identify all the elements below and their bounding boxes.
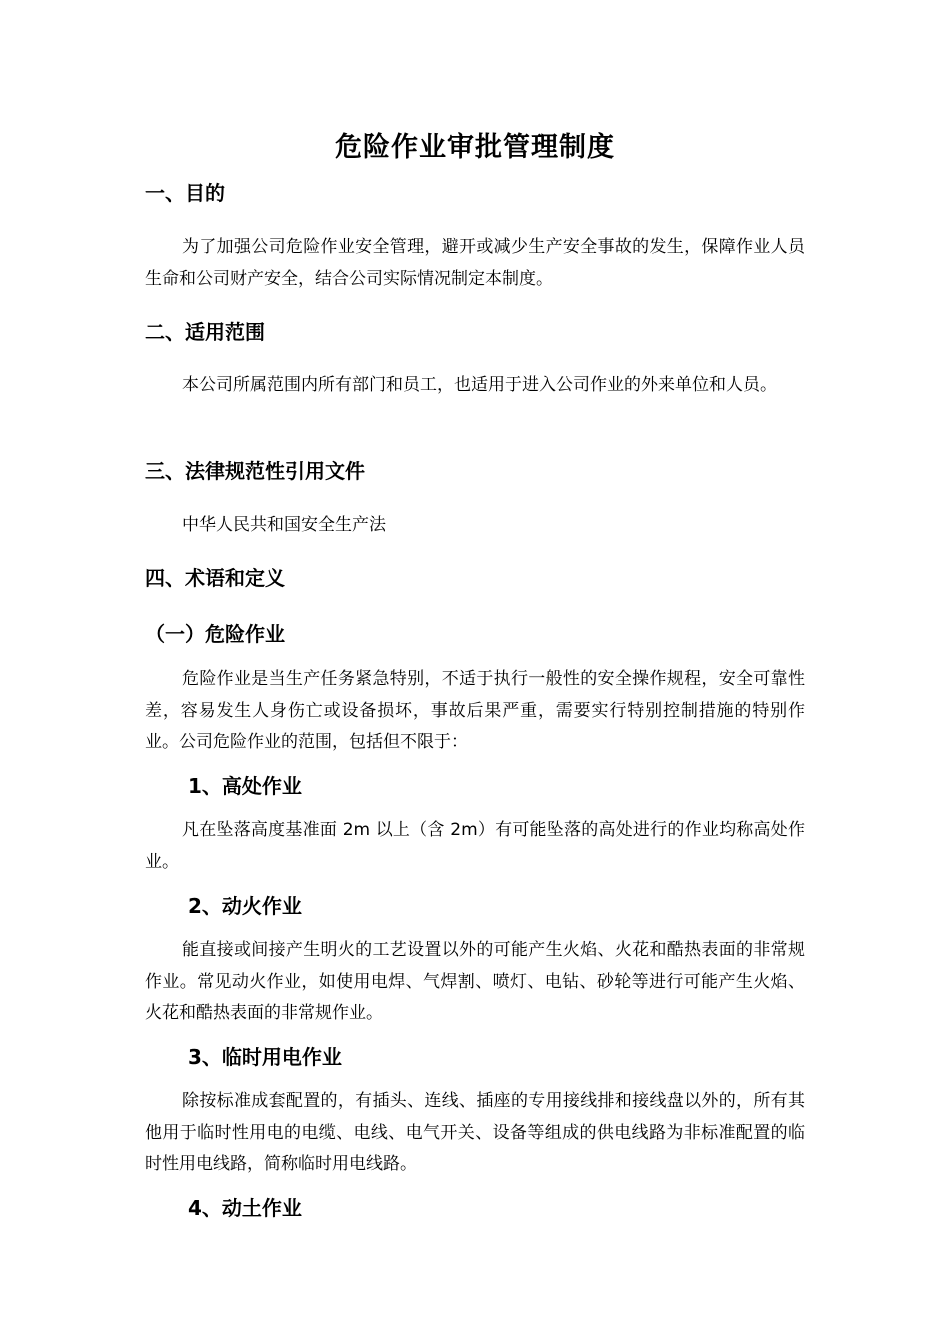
section-heading-references: 三、法律规范性引用文件 bbox=[145, 459, 365, 483]
item-heading-temporary-power: 3、临时用电作业 bbox=[188, 1045, 342, 1069]
section-body-purpose: 为了加强公司危险作业安全管理，避开或减少生产安全事故的发生，保障作业人员生命和公司财产安全，结合公司实际情况制定本制度。 bbox=[145, 237, 805, 289]
section-heading-purpose: 一、目的 bbox=[145, 181, 225, 205]
section-body-references: 中华人民共和国安全生产法 bbox=[182, 515, 386, 535]
section-heading-terms: 四、术语和定义 bbox=[145, 566, 285, 590]
item-heading-height-work: 1、高处作业 bbox=[188, 774, 302, 798]
item-body-height-work: 凡在坠落高度基准面 2m 以上（含 2m）有可能坠落的高处进行的作业均称高处作业。 bbox=[145, 820, 805, 872]
item-heading-hot-work: 2、动火作业 bbox=[188, 894, 302, 918]
document-title: 危险作业审批管理制度 bbox=[335, 132, 615, 163]
item-body-hot-work: 能直接或间接产生明火的工艺设置以外的可能产生火焰、火花和酷热表面的非常规作业。常见动火作业，如使用电焊、气焊割、喷灯、电钻、砂轮等进行可能产生火焰、火花和酷热表面的非常规作业。 bbox=[145, 940, 805, 1023]
item-body-temporary-power: 除按标准成套配置的，有插头、连线、插座的专用接线排和接线盘以外的，所有其他用于临时性用电的电缆、电线、电气开关、设备等组成的供电线路为非标准配置的临时性用电线路，简称临时用电线路。 bbox=[145, 1091, 805, 1174]
section-heading-scope: 二、适用范围 bbox=[145, 320, 265, 344]
subsection-heading-dangerous-work: （一）危险作业 bbox=[145, 622, 285, 646]
section-body-scope: 本公司所属范围内所有部门和员工，也适用于进入公司作业的外来单位和人员。 bbox=[182, 375, 777, 395]
item-heading-excavation: 4、动土作业 bbox=[188, 1196, 302, 1220]
subsection-body-dangerous-work: 危险作业是当生产任务紧急特别，不适于执行一般性的安全操作规程，安全可靠性差，容易发生人身伤亡或设备损坏，事故后果严重，需要实行特别控制措施的特别作业。公司危险作业的范围，包括但不限于： bbox=[145, 669, 805, 752]
